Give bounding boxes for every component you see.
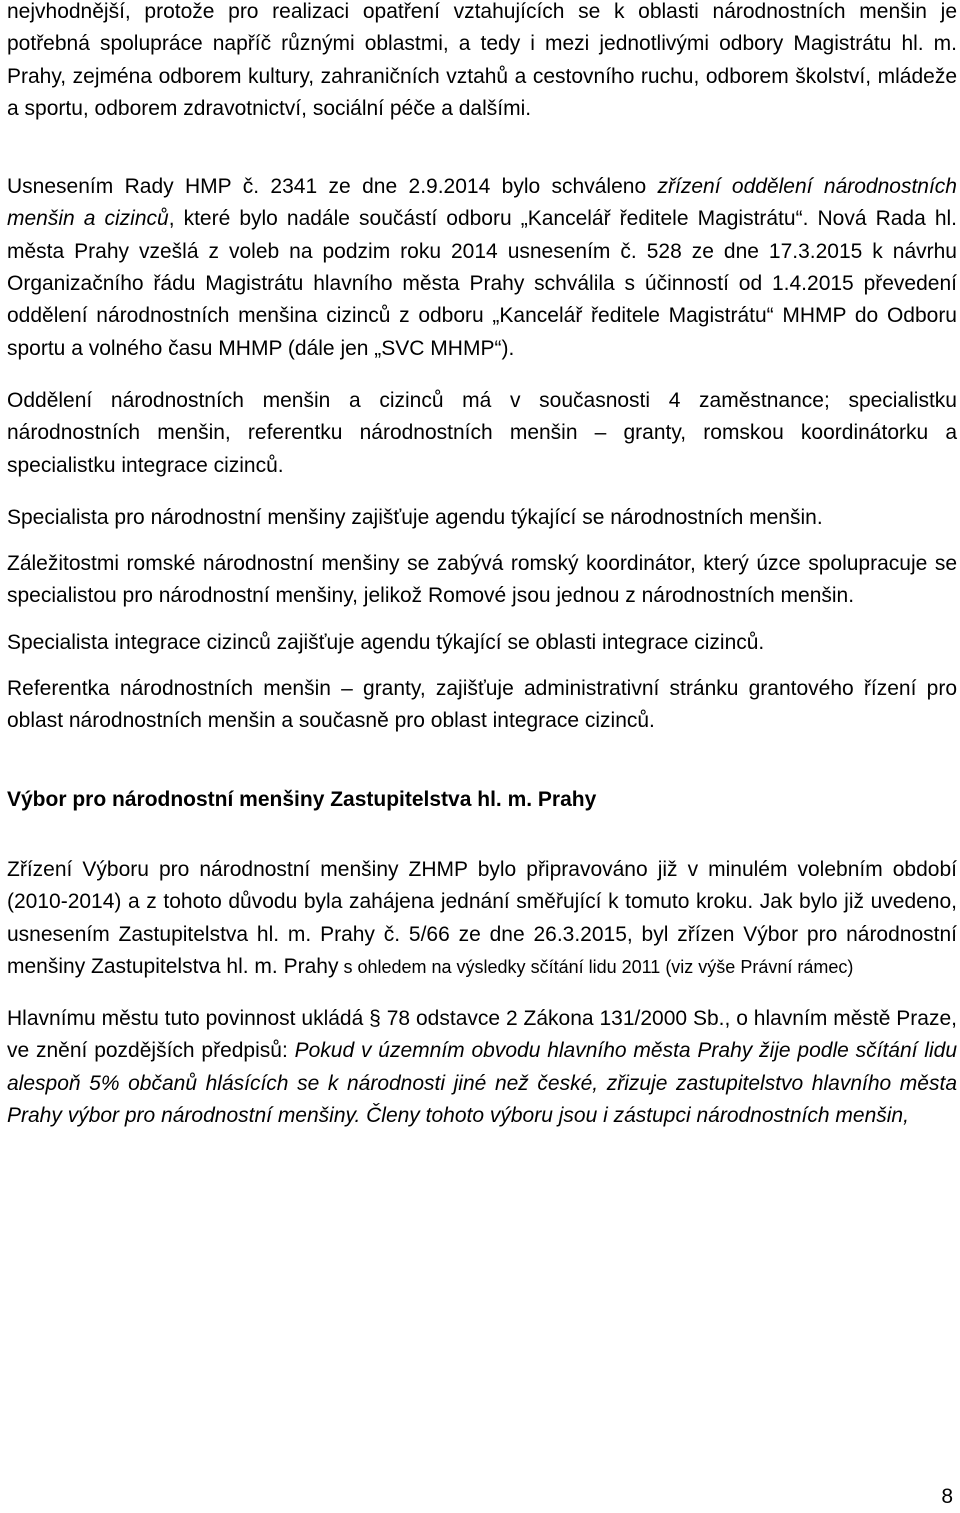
paragraph-integration-specialist: Specialista integrace cizinců zajišťuje agendu týkající se oblasti integrace cizinců.	[7, 630, 765, 654]
paragraph-legal-obligation	[7, 1003, 957, 1132]
paragraph-grants-officer: Referentka národnostních menšin – granty, zajišťuje administrativní stránku grantového řízení pro oblast národnostních menšin a současně pro oblast integrace cizinců.	[7, 677, 957, 733]
paragraph-committee-establishment	[7, 854, 957, 983]
paragraph-minority-specialist: Specialista pro národnostní menšiny zajišťuje agendu týkající se národnostních menšin.	[7, 505, 823, 529]
paragraph-roma-coordinator: Záležitostmi romské národnostní menšiny se zabývá romský koordinátor, který úzce spolupracuje se specialistou pro národnostní menšiny, jelikož Romové jsou jednou z národnostních menšin.	[7, 552, 957, 608]
page-number: 8	[941, 1485, 953, 1508]
text-run-italic: zřízení oddělení národnostních menšin a cizinců	[7, 175, 957, 231]
text-run: Usnesením Rady HMP č. 2341 ze dne 2.9.2014 bylo schváleno	[7, 175, 658, 199]
text-run: Zřízení Výboru pro národnostní menšiny ZHMP bylo připravováno již v minulém volebním období (2010-2014) a z tohoto důvodu byla zahájena jednání směřující k tomuto kroku. Jak bylo již uvedeno, usnesením Zastupitelstva hl. m. Prahy č. 5/66 ze dne 26.3.2015, byl zřízen Výbor pro národnostní menšiny Zastupitelstva hl. m. Prahy	[7, 857, 957, 978]
text-run: , které bylo nadále součástí odboru „Kancelář ředitele Magistrátu“. Nová Rada hl. města Prahy vzešlá z voleb na podzim roku 2014 usnesením č. 528 ze dne 17.3.2015 k návrhu Organizačního řádu Magistrátu hlavního města Prahy schválila s účinností od 1.4.2015 převedení oddělení národnostních menšina cizinců z odboru „Kancelář ředitele Magistrátu“ MHMP do Odboru sportu a volného času MHMP (dále jen „SVC MHMP“).	[7, 207, 958, 360]
text-run: Hlavnímu městu tuto povinnost ukládá § 78 odstavce 2 Zákona 131/2000 Sb., o hlavním městě Praze, ve znění pozdějších předpisů:	[7, 1007, 957, 1063]
document-body	[7, 0, 957, 1132]
paragraph-cooperation: nejvhodnější, protože pro realizaci opatření vztahujících se k oblasti národnostních menšin je potřebná spolupráce napříč různými oblastmi, a tedy i mezi jednotlivými odbory Magistrátu hl. m. Prahy, zejména odborem kultury, zahraničních vztahů a cestovního ruchu, odborem školství, mládeže a sportu, odborem zdravotnictví, sociální péče a dalšími.	[7, 0, 957, 120]
paragraph-staff: Oddělení národnostních menšin a cizinců má v současnosti 4 zaměstnance; specialistku národnostních menšin, referentku národnostních menšin – granty, romskou koordinátorku a specialistku integrace cizinců.	[7, 388, 957, 477]
text-run-italic: Pokud v územním obvodu hlavního města Prahy žije podle sčítání lidu alespoň 5% občanů hlásících se k národnosti jiné než české, zřizuje zastupitelstvo hlavního města Prahy výbor pro národnostní menšiny. Členy tohoto výboru jsou i zástupci národnostních menšin,	[7, 1039, 957, 1128]
section-heading: Výbor pro národnostní menšiny Zastupitelstva hl. m. Prahy	[7, 787, 597, 811]
text-run-small: s ohledem na výsledky sčítání lidu 2011 (viz výše Právní rámec)	[338, 956, 854, 977]
paragraph-department-establishment	[7, 171, 957, 365]
